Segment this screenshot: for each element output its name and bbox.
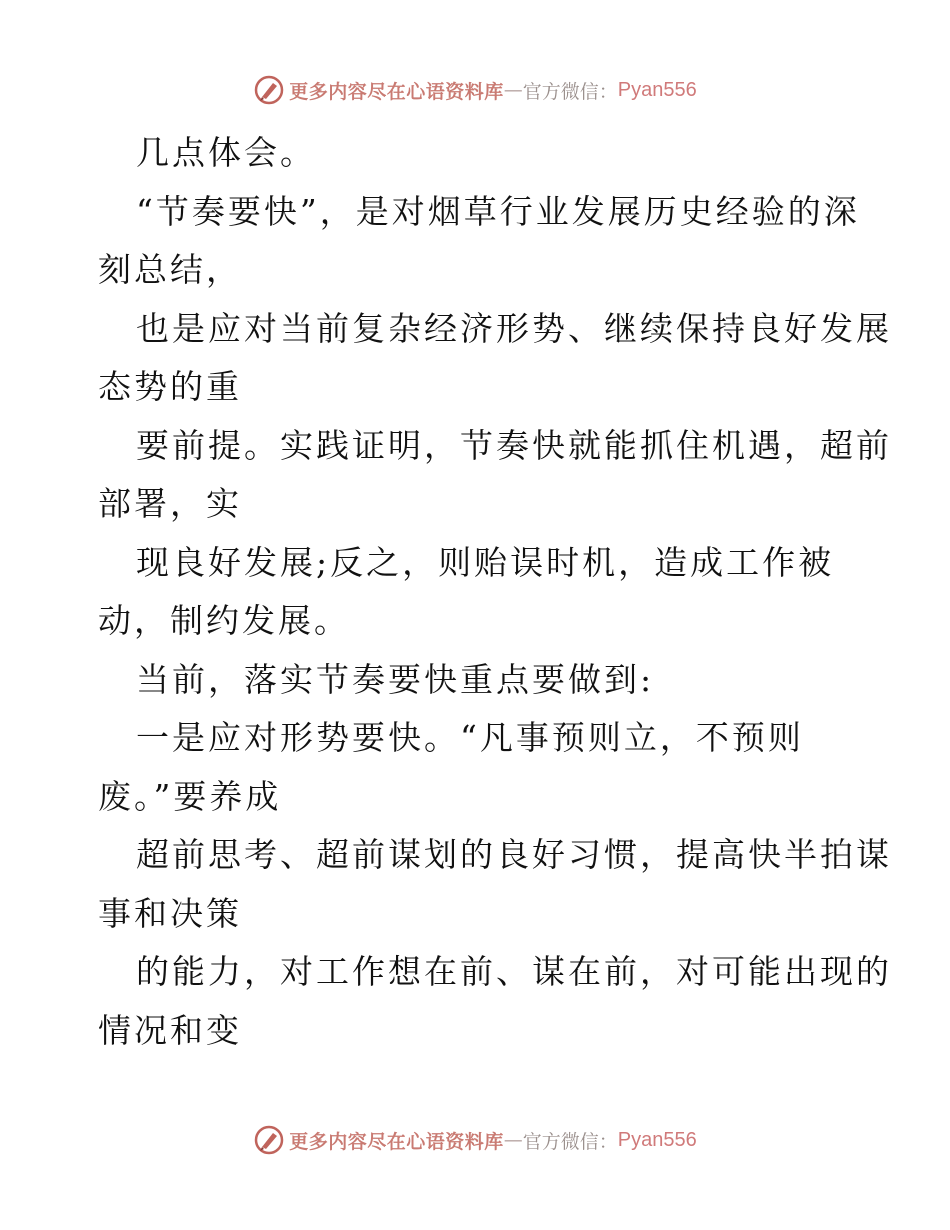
text-line: 事和决策: [98, 893, 242, 933]
text-line: 部署，实: [98, 484, 242, 523]
pen-logo-icon: [253, 74, 285, 106]
text-line: 也是应对当前复杂经济形势、继续保持良好发展: [136, 308, 892, 348]
pen-logo-icon: [253, 1124, 285, 1156]
text-line: 要前提。实践证明，节奏快就能抓住机遇，超前: [136, 425, 892, 465]
text-line: 几点体会。: [136, 133, 316, 172]
watermark-wechat-id: Pyan556: [617, 78, 697, 101]
text-line: 情况和变: [98, 1010, 242, 1050]
watermark-dash: —: [503, 1129, 523, 1151]
watermark-text: 更多内容尽在心语资料库: [289, 80, 504, 103]
watermark-official-label: 官方微信：: [522, 80, 618, 103]
text-line: 一是应对形势要快。“凡事预则立，不预则: [136, 718, 804, 757]
document-body: [98, 124, 892, 1060]
watermark-dash: —: [503, 79, 523, 101]
text-line: 当前，落实节奏要快重点要做到:: [136, 659, 655, 699]
text-line: 现良好发展;反之，则贻误时机，造成工作被: [136, 542, 835, 582]
footer-watermark: [0, 1122, 950, 1158]
text-line: 超前思考、超前谋划的良好习惯，提高快半拍谋: [136, 835, 892, 874]
text-line: 废。”要养成: [98, 776, 282, 816]
watermark-text: 更多内容尽在心语资料库: [289, 1130, 504, 1153]
text-line: 刻总结，: [98, 250, 242, 289]
header-watermark: [0, 72, 950, 108]
text-line: 态势的重: [98, 367, 242, 406]
text-line: “节奏要快”，是对烟草行业发展历史经验的深: [136, 191, 860, 231]
watermark-wechat-id: Pyan556: [617, 1128, 697, 1151]
watermark-official-label: 官方微信：: [522, 1130, 618, 1153]
text-line: 的能力，对工作想在前、谋在前，对可能出现的: [136, 952, 892, 991]
text-line: 动，制约发展。: [98, 601, 350, 640]
